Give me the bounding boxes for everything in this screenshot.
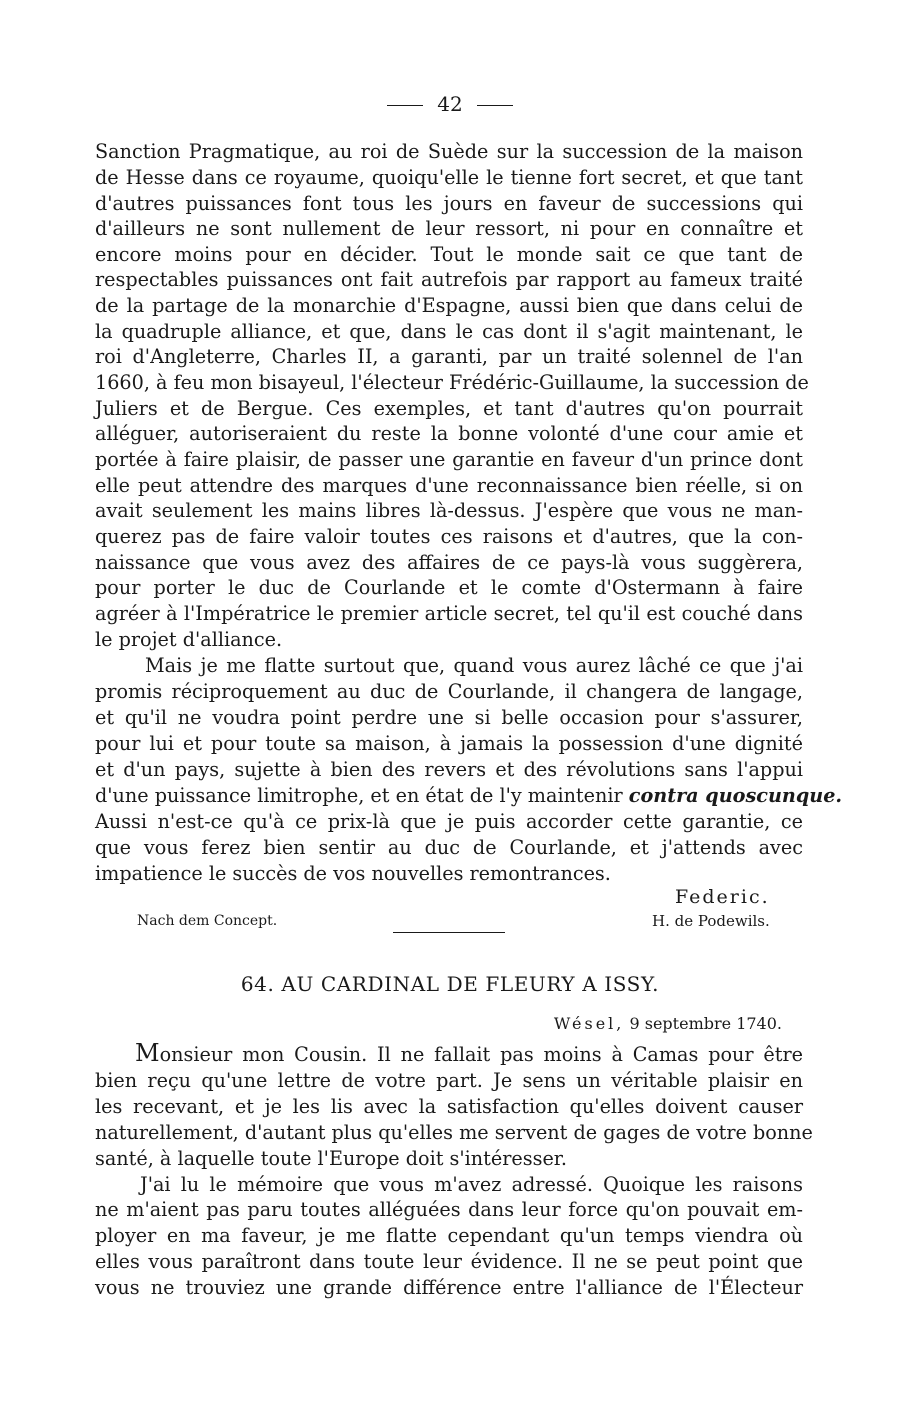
text-line: santé, à laquelle toute l'Europe doit s'intéresser. [95, 1147, 567, 1170]
text-line: pour lui et pour toute sa maison, à jamais la possession d'une dignité [95, 732, 803, 755]
text-line: encore moins pour en décider. Tout le monde sait ce que tant de [95, 243, 803, 266]
text-line: avait seulement les mains libres là-dessus. J'espère que vous ne man- [95, 499, 803, 522]
dateline-date: 9 septembre 1740. [629, 1014, 782, 1033]
text-line: les recevant, et je les lis avec la satisfaction qu'elles doivent causer [95, 1095, 803, 1118]
text-line: Juliers et de Bergue. Ces exemples, et tant d'autres qu'on pourrait [95, 397, 803, 420]
text-line: de la partage de la monarchie d'Espagne, aussi bien que dans celui de [95, 294, 803, 317]
text-line: promis réciproquement au duc de Courlande, il changera de langage, [95, 680, 803, 703]
text-line: alléguer, autoriseraient du reste la bonne volonté d'une cour amie et [95, 422, 803, 445]
latin-phrase: contra quoscunque. [628, 784, 843, 807]
text-line: respectables puissances ont fait autrefois par rapport au fameux traité [95, 268, 803, 291]
text-line: que vous ferez bien sentir au duc de Courlande, et j'attends avec [95, 836, 803, 859]
header-rule-right [477, 105, 513, 106]
text-line: impatience le succès de vos nouvelles remontrances. [95, 862, 611, 885]
section-divider [393, 932, 505, 933]
dateline-place: Wésel, [553, 1014, 625, 1033]
text-line: 1660, à feu mon bisayeul, l'électeur Frédéric-Guillaume, la succession de [95, 371, 809, 394]
text-segment: d'une puissance limitrophe, et en état de l'y maintenir [95, 784, 623, 807]
text-segment: onsieur mon Cousin. Il ne fallait pas moins à Camas pour être [159, 1043, 803, 1066]
page-number: 42 [437, 92, 463, 116]
text-line: Aussi n'est-ce qu'à ce prix-là que je puis accorder cette garantie, ce [95, 810, 803, 833]
text-line: Sanction Pragmatique, au roi de Suède sur la succession de la maison [95, 140, 803, 163]
dateline [554, 1014, 782, 1033]
signature: Federic. [675, 886, 770, 908]
text-line: Mais je me flatte surtout que, quand vous aurez lâché ce que j'ai [145, 654, 803, 677]
source-note: Nach dem Concept. [137, 913, 278, 929]
text-line: pour porter le duc de Courlande et le comte d'Ostermann à faire [95, 576, 803, 599]
text-line: agréer à l'Impératrice le premier article secret, tel qu'il est couché dans [95, 602, 803, 625]
text-line: d'ailleurs ne sont nullement de leur ressort, ni pour en connaître et [95, 217, 803, 240]
text-line: naturellement, d'autant plus qu'elles me servent de gages de votre bonne [95, 1121, 813, 1144]
text-line: elles vous paraîtront dans toute leur évidence. Il ne se peut point que [95, 1250, 803, 1273]
text-line: naissance que vous avez des affaires de ce pays-là vous suggèrera, [95, 551, 803, 574]
text-line: et d'un pays, sujette à bien des revers et des révolutions sans l'appui [95, 758, 803, 781]
text-line: J'ai lu le mémoire que vous m'avez adressé. Quoique les raisons [140, 1173, 803, 1196]
text-line: bien reçu qu'une lettre de votre part. Je sens un véritable plaisir en [95, 1069, 803, 1092]
text-line: elle peut attendre des marques d'une reconnaissance bien réelle, si on [95, 474, 803, 497]
text-line: et qu'il ne voudra point perdre une si belle occasion pour s'assurer, [95, 706, 803, 729]
text-line-with-latin [95, 783, 843, 809]
countersignature: H. de Podewils. [652, 912, 770, 930]
text-line: querez pas de faire valoir toutes ces raisons et d'autres, que la con- [95, 525, 803, 548]
page-header [0, 92, 900, 116]
text-line: ployer en ma faveur, je me flatte cependant qu'un temps viendra où [95, 1224, 803, 1247]
text-line: de Hesse dans ce royaume, quoiqu'elle le tienne fort secret, et que tant [95, 166, 803, 189]
text-line: portée à faire plaisir, de passer une garantie en faveur d'un prince dont [95, 448, 803, 471]
text-line: le projet d'alliance. [95, 628, 283, 651]
initial-letter: M [135, 1039, 160, 1067]
text-line: roi d'Angleterre, Charles II, a garanti, par un traité solennel de l'an [95, 345, 803, 368]
text-line: ne m'aient pas paru toutes alléguées dans leur force qu'on pouvait em- [95, 1198, 803, 1221]
text-line: d'autres puissances font tous les jours en faveur de successions qui [95, 192, 803, 215]
text-line-with-initial [135, 1040, 803, 1068]
text-line: vous ne trouviez une grande différence entre l'alliance de l'Électeur [95, 1276, 803, 1299]
text-line: la quadruple alliance, et que, dans le cas dont il s'agit maintenant, le [95, 320, 803, 343]
letter-heading: 64. AU CARDINAL DE FLEURY A ISSY. [240, 972, 660, 996]
header-rule-left [387, 105, 423, 106]
